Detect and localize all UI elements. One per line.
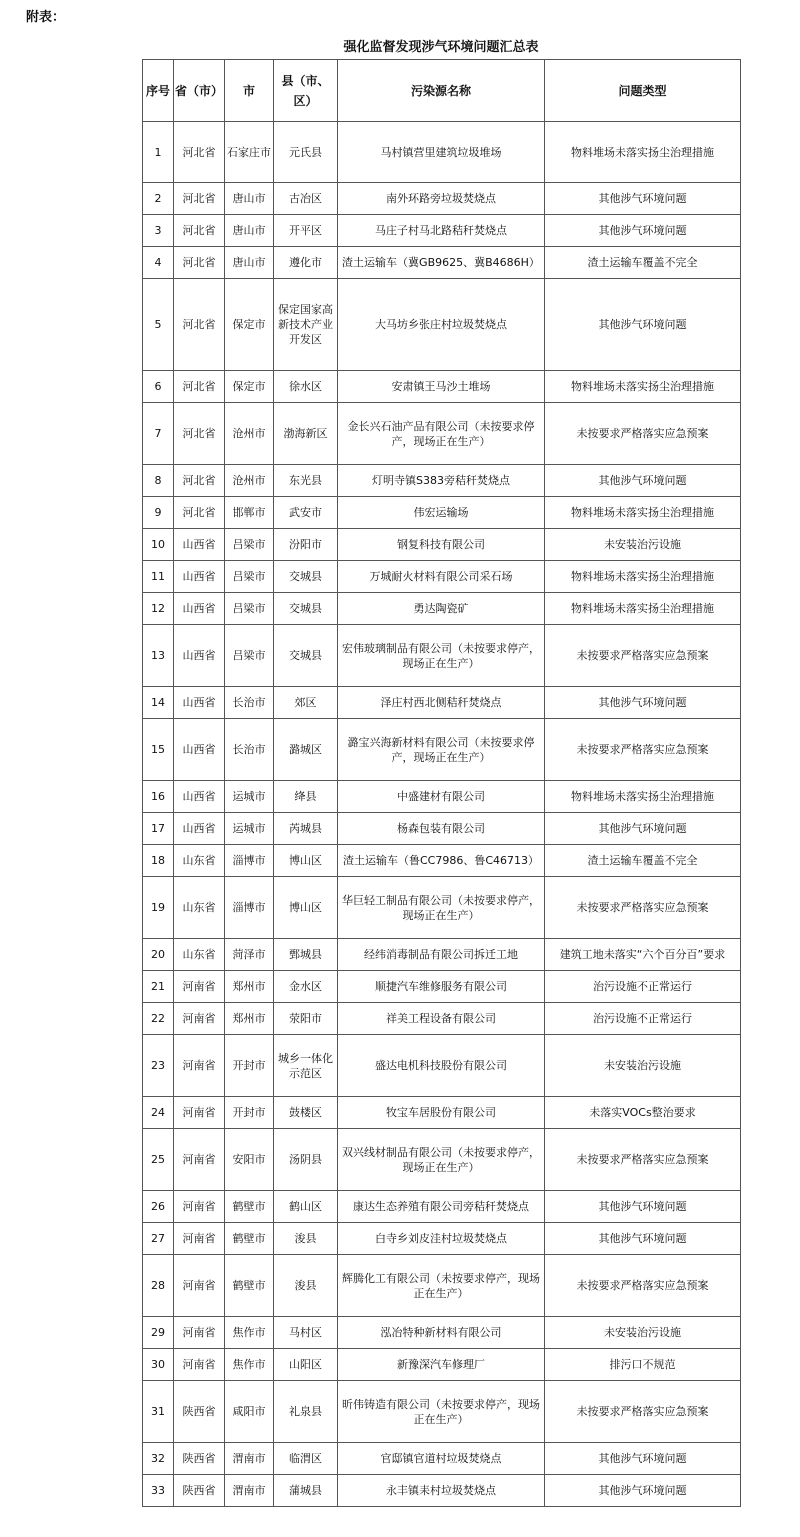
issue-cell: 未安装治污设施 bbox=[545, 529, 741, 561]
province-cell: 河北省 bbox=[174, 497, 225, 529]
issue-cell: 其他涉气环境问题 bbox=[545, 279, 741, 371]
row-no-cell: 18 bbox=[143, 845, 174, 877]
row-no-cell: 14 bbox=[143, 687, 174, 719]
table-row bbox=[143, 279, 741, 371]
row-no-cell: 3 bbox=[143, 215, 174, 247]
row-no-cell: 8 bbox=[143, 465, 174, 497]
source-cell: 渣土运输车（鲁CC7986、鲁C46713） bbox=[338, 845, 545, 877]
county-cell: 元氏县 bbox=[274, 122, 338, 183]
table-title: 强化监督发现涉气环境问题汇总表 bbox=[343, 40, 539, 55]
table-row bbox=[143, 593, 741, 625]
row-no-cell: 20 bbox=[143, 939, 174, 971]
row-no-cell: 32 bbox=[143, 1443, 174, 1475]
issue-cell: 治污设施不正常运行 bbox=[545, 971, 741, 1003]
city-cell: 开封市 bbox=[225, 1097, 274, 1129]
issue-cell: 渣土运输车覆盖不完全 bbox=[545, 247, 741, 279]
city-cell: 咸阳市 bbox=[225, 1381, 274, 1443]
county-cell: 蒲城县 bbox=[274, 1475, 338, 1507]
row-no-cell: 27 bbox=[143, 1223, 174, 1255]
issue-cell: 其他涉气环境问题 bbox=[545, 813, 741, 845]
source-cell: 泓冶特种新材料有限公司 bbox=[338, 1317, 545, 1349]
issue-cell: 未落实VOCs整治要求 bbox=[545, 1097, 741, 1129]
province-cell: 河北省 bbox=[174, 371, 225, 403]
province-cell: 山西省 bbox=[174, 593, 225, 625]
table-row bbox=[143, 813, 741, 845]
province-cell: 河南省 bbox=[174, 1035, 225, 1097]
city-cell: 长治市 bbox=[225, 719, 274, 781]
city-cell: 长治市 bbox=[225, 687, 274, 719]
city-cell: 吕梁市 bbox=[225, 593, 274, 625]
row-no-cell: 11 bbox=[143, 561, 174, 593]
table-row bbox=[143, 1129, 741, 1191]
issue-cell: 未安装治污设施 bbox=[545, 1035, 741, 1097]
city-cell: 运城市 bbox=[225, 781, 274, 813]
city-cell: 淄博市 bbox=[225, 845, 274, 877]
issue-cell: 物料堆场未落实扬尘治理措施 bbox=[545, 497, 741, 529]
county-cell: 鹤山区 bbox=[274, 1191, 338, 1223]
table-row bbox=[143, 1349, 741, 1381]
table-row bbox=[143, 719, 741, 781]
city-cell: 淄博市 bbox=[225, 877, 274, 939]
source-cell: 潞宝兴海新材料有限公司（未按要求停产，现场正在生产） bbox=[338, 719, 545, 781]
source-cell: 昕伟铸造有限公司（未按要求停产，现场正在生产） bbox=[338, 1381, 545, 1443]
table-row bbox=[143, 1475, 741, 1507]
table-row bbox=[143, 971, 741, 1003]
source-cell: 伟宏运输场 bbox=[338, 497, 545, 529]
issue-cell: 物料堆场未落实扬尘治理措施 bbox=[545, 781, 741, 813]
issue-cell: 其他涉气环境问题 bbox=[545, 1475, 741, 1507]
province-cell: 河南省 bbox=[174, 1003, 225, 1035]
source-cell: 经纬消毒制品有限公司拆迁工地 bbox=[338, 939, 545, 971]
province-cell: 河北省 bbox=[174, 122, 225, 183]
city-cell: 沧州市 bbox=[225, 403, 274, 465]
table-row bbox=[143, 625, 741, 687]
row-no-cell: 15 bbox=[143, 719, 174, 781]
source-cell: 金长兴石油产品有限公司（未按要求停产，现场正在生产） bbox=[338, 403, 545, 465]
table-row bbox=[143, 1223, 741, 1255]
source-cell: 安肃镇王马沙土堆场 bbox=[338, 371, 545, 403]
city-cell: 吕梁市 bbox=[225, 561, 274, 593]
county-cell: 汤阴县 bbox=[274, 1129, 338, 1191]
province-cell: 河北省 bbox=[174, 247, 225, 279]
row-no-cell: 7 bbox=[143, 403, 174, 465]
county-cell: 鄄城县 bbox=[274, 939, 338, 971]
province-cell: 山东省 bbox=[174, 939, 225, 971]
source-cell: 官邸镇官道村垃圾焚烧点 bbox=[338, 1443, 545, 1475]
province-cell: 河南省 bbox=[174, 1097, 225, 1129]
source-cell: 华巨轻工制品有限公司（未按要求停产，现场正在生产） bbox=[338, 877, 545, 939]
row-no-cell: 13 bbox=[143, 625, 174, 687]
city-cell: 郑州市 bbox=[225, 1003, 274, 1035]
table-row bbox=[143, 561, 741, 593]
province-cell: 陕西省 bbox=[174, 1381, 225, 1443]
province-cell: 河南省 bbox=[174, 1349, 225, 1381]
source-cell: 中盛建材有限公司 bbox=[338, 781, 545, 813]
county-cell: 汾阳市 bbox=[274, 529, 338, 561]
source-cell: 泽庄村西北侧秸秆焚烧点 bbox=[338, 687, 545, 719]
city-cell: 沧州市 bbox=[225, 465, 274, 497]
header-no: 序号 bbox=[143, 60, 174, 122]
source-cell: 白寺乡刘皮洼村垃圾焚烧点 bbox=[338, 1223, 545, 1255]
source-cell: 渣土运输车（冀GB9625、冀B4686H） bbox=[338, 247, 545, 279]
source-cell: 南外环路旁垃圾焚烧点 bbox=[338, 183, 545, 215]
province-cell: 河北省 bbox=[174, 465, 225, 497]
row-no-cell: 5 bbox=[143, 279, 174, 371]
annex-label: 附表： bbox=[26, 10, 66, 25]
table-row bbox=[143, 687, 741, 719]
source-cell: 灯明寺镇S383旁秸秆焚烧点 bbox=[338, 465, 545, 497]
table-row bbox=[143, 215, 741, 247]
table-row bbox=[143, 247, 741, 279]
city-cell: 吕梁市 bbox=[225, 625, 274, 687]
province-cell: 山西省 bbox=[174, 687, 225, 719]
table-row bbox=[143, 845, 741, 877]
row-no-cell: 21 bbox=[143, 971, 174, 1003]
row-no-cell: 26 bbox=[143, 1191, 174, 1223]
header-county: 县（市、区） bbox=[274, 60, 338, 122]
row-no-cell: 24 bbox=[143, 1097, 174, 1129]
county-cell: 博山区 bbox=[274, 877, 338, 939]
province-cell: 陕西省 bbox=[174, 1475, 225, 1507]
row-no-cell: 6 bbox=[143, 371, 174, 403]
province-cell: 河北省 bbox=[174, 215, 225, 247]
county-cell: 潞城区 bbox=[274, 719, 338, 781]
province-cell: 河北省 bbox=[174, 279, 225, 371]
row-no-cell: 1 bbox=[143, 122, 174, 183]
issue-cell: 其他涉气环境问题 bbox=[545, 1443, 741, 1475]
issue-cell: 其他涉气环境问题 bbox=[545, 687, 741, 719]
city-cell: 唐山市 bbox=[225, 247, 274, 279]
city-cell: 运城市 bbox=[225, 813, 274, 845]
city-cell: 鹤壁市 bbox=[225, 1223, 274, 1255]
table-row bbox=[143, 465, 741, 497]
source-cell: 大马坊乡张庄村垃圾焚烧点 bbox=[338, 279, 545, 371]
province-cell: 河南省 bbox=[174, 1255, 225, 1317]
issue-cell: 物料堆场未落实扬尘治理措施 bbox=[545, 561, 741, 593]
county-cell: 徐水区 bbox=[274, 371, 338, 403]
province-cell: 山西省 bbox=[174, 719, 225, 781]
table-row bbox=[143, 1097, 741, 1129]
table-row bbox=[143, 1443, 741, 1475]
issue-cell: 其他涉气环境问题 bbox=[545, 1191, 741, 1223]
row-no-cell: 2 bbox=[143, 183, 174, 215]
province-cell: 山东省 bbox=[174, 877, 225, 939]
row-no-cell: 29 bbox=[143, 1317, 174, 1349]
issue-cell: 未按要求严格落实应急预案 bbox=[545, 1255, 741, 1317]
city-cell: 菏泽市 bbox=[225, 939, 274, 971]
county-cell: 山阳区 bbox=[274, 1349, 338, 1381]
province-cell: 河南省 bbox=[174, 971, 225, 1003]
table-row bbox=[143, 1035, 741, 1097]
city-cell: 吕梁市 bbox=[225, 529, 274, 561]
province-cell: 山西省 bbox=[174, 529, 225, 561]
county-cell: 绛县 bbox=[274, 781, 338, 813]
issue-cell: 其他涉气环境问题 bbox=[545, 183, 741, 215]
header-source: 污染源名称 bbox=[338, 60, 545, 122]
issue-cell: 渣土运输车覆盖不完全 bbox=[545, 845, 741, 877]
province-cell: 山东省 bbox=[174, 845, 225, 877]
source-cell: 万城耐火材料有限公司采石场 bbox=[338, 561, 545, 593]
source-cell: 永丰镇耒村垃圾焚烧点 bbox=[338, 1475, 545, 1507]
issue-cell: 未按要求严格落实应急预案 bbox=[545, 1129, 741, 1191]
source-cell: 康达生态养殖有限公司旁秸秆焚烧点 bbox=[338, 1191, 545, 1223]
county-cell: 保定国家高新技术产业开发区 bbox=[274, 279, 338, 371]
source-cell: 马村镇营里建筑垃圾堆场 bbox=[338, 122, 545, 183]
source-cell: 勇达陶瓷矿 bbox=[338, 593, 545, 625]
province-cell: 河南省 bbox=[174, 1223, 225, 1255]
issue-cell: 其他涉气环境问题 bbox=[545, 1223, 741, 1255]
county-cell: 渤海新区 bbox=[274, 403, 338, 465]
row-no-cell: 4 bbox=[143, 247, 174, 279]
table-row bbox=[143, 403, 741, 465]
table-row bbox=[143, 1381, 741, 1443]
province-cell: 山西省 bbox=[174, 625, 225, 687]
province-cell: 河南省 bbox=[174, 1317, 225, 1349]
issue-cell: 排污口不规范 bbox=[545, 1349, 741, 1381]
source-cell: 双兴线材制品有限公司（未按要求停产，现场正在生产） bbox=[338, 1129, 545, 1191]
header-city: 市 bbox=[225, 60, 274, 122]
city-cell: 唐山市 bbox=[225, 215, 274, 247]
province-cell: 河北省 bbox=[174, 403, 225, 465]
issue-cell: 物料堆场未落实扬尘治理措施 bbox=[545, 371, 741, 403]
source-cell: 祥美工程设备有限公司 bbox=[338, 1003, 545, 1035]
city-cell: 石家庄市 bbox=[225, 122, 274, 183]
table-row bbox=[143, 781, 741, 813]
city-cell: 保定市 bbox=[225, 279, 274, 371]
county-cell: 浚县 bbox=[274, 1255, 338, 1317]
province-cell: 山西省 bbox=[174, 561, 225, 593]
city-cell: 渭南市 bbox=[225, 1443, 274, 1475]
table-row bbox=[143, 1317, 741, 1349]
province-cell: 山西省 bbox=[174, 781, 225, 813]
city-cell: 安阳市 bbox=[225, 1129, 274, 1191]
source-cell: 钢复科技有限公司 bbox=[338, 529, 545, 561]
county-cell: 遵化市 bbox=[274, 247, 338, 279]
row-no-cell: 30 bbox=[143, 1349, 174, 1381]
table-row bbox=[143, 939, 741, 971]
city-cell: 开封市 bbox=[225, 1035, 274, 1097]
row-no-cell: 17 bbox=[143, 813, 174, 845]
header-province: 省（市） bbox=[174, 60, 225, 122]
county-cell: 古冶区 bbox=[274, 183, 338, 215]
city-cell: 郑州市 bbox=[225, 971, 274, 1003]
source-cell: 盛达电机科技股份有限公司 bbox=[338, 1035, 545, 1097]
row-no-cell: 31 bbox=[143, 1381, 174, 1443]
city-cell: 鹤壁市 bbox=[225, 1191, 274, 1223]
city-cell: 焦作市 bbox=[225, 1349, 274, 1381]
issue-cell: 未按要求严格落实应急预案 bbox=[545, 1381, 741, 1443]
source-cell: 新豫深汽车修理厂 bbox=[338, 1349, 545, 1381]
row-no-cell: 33 bbox=[143, 1475, 174, 1507]
issue-cell: 治污设施不正常运行 bbox=[545, 1003, 741, 1035]
city-cell: 保定市 bbox=[225, 371, 274, 403]
issue-cell: 建筑工地未落实“六个百分百”要求 bbox=[545, 939, 741, 971]
county-cell: 交城县 bbox=[274, 561, 338, 593]
issue-cell: 未安装治污设施 bbox=[545, 1317, 741, 1349]
province-cell: 河南省 bbox=[174, 1129, 225, 1191]
county-cell: 芮城县 bbox=[274, 813, 338, 845]
table-body bbox=[143, 122, 741, 1507]
source-cell: 杨森包装有限公司 bbox=[338, 813, 545, 845]
summary-table bbox=[142, 59, 741, 1507]
issue-cell: 未按要求严格落实应急预案 bbox=[545, 877, 741, 939]
row-no-cell: 25 bbox=[143, 1129, 174, 1191]
county-cell: 城乡一体化示范区 bbox=[274, 1035, 338, 1097]
province-cell: 河南省 bbox=[174, 1191, 225, 1223]
county-cell: 荥阳市 bbox=[274, 1003, 338, 1035]
issue-cell: 未按要求严格落实应急预案 bbox=[545, 719, 741, 781]
row-no-cell: 9 bbox=[143, 497, 174, 529]
table-row bbox=[143, 371, 741, 403]
row-no-cell: 16 bbox=[143, 781, 174, 813]
source-cell: 宏伟玻璃制品有限公司（未按要求停产，现场正在生产） bbox=[338, 625, 545, 687]
issue-cell: 物料堆场未落实扬尘治理措施 bbox=[545, 122, 741, 183]
table-row bbox=[143, 183, 741, 215]
row-no-cell: 19 bbox=[143, 877, 174, 939]
city-cell: 渭南市 bbox=[225, 1475, 274, 1507]
city-cell: 鹤壁市 bbox=[225, 1255, 274, 1317]
county-cell: 马村区 bbox=[274, 1317, 338, 1349]
county-cell: 郊区 bbox=[274, 687, 338, 719]
header-issue: 问题类型 bbox=[545, 60, 741, 122]
table-row bbox=[143, 877, 741, 939]
county-cell: 开平区 bbox=[274, 215, 338, 247]
header-row bbox=[143, 60, 741, 122]
county-cell: 金水区 bbox=[274, 971, 338, 1003]
source-cell: 辉腾化工有限公司（未按要求停产，现场正在生产） bbox=[338, 1255, 545, 1317]
city-cell: 焦作市 bbox=[225, 1317, 274, 1349]
row-no-cell: 28 bbox=[143, 1255, 174, 1317]
county-cell: 交城县 bbox=[274, 625, 338, 687]
issue-cell: 其他涉气环境问题 bbox=[545, 215, 741, 247]
province-cell: 陕西省 bbox=[174, 1443, 225, 1475]
county-cell: 东光县 bbox=[274, 465, 338, 497]
table-row bbox=[143, 1255, 741, 1317]
province-cell: 山西省 bbox=[174, 813, 225, 845]
source-cell: 顺捷汽车维修服务有限公司 bbox=[338, 971, 545, 1003]
source-cell: 牧宝车居股份有限公司 bbox=[338, 1097, 545, 1129]
county-cell: 浚县 bbox=[274, 1223, 338, 1255]
table-row bbox=[143, 1191, 741, 1223]
county-cell: 武安市 bbox=[274, 497, 338, 529]
issue-cell: 其他涉气环境问题 bbox=[545, 465, 741, 497]
county-cell: 礼泉县 bbox=[274, 1381, 338, 1443]
row-no-cell: 12 bbox=[143, 593, 174, 625]
issue-cell: 未按要求严格落实应急预案 bbox=[545, 403, 741, 465]
city-cell: 邯郸市 bbox=[225, 497, 274, 529]
row-no-cell: 22 bbox=[143, 1003, 174, 1035]
row-no-cell: 10 bbox=[143, 529, 174, 561]
issue-cell: 未按要求严格落实应急预案 bbox=[545, 625, 741, 687]
table-row bbox=[143, 497, 741, 529]
county-cell: 博山区 bbox=[274, 845, 338, 877]
county-cell: 交城县 bbox=[274, 593, 338, 625]
row-no-cell: 23 bbox=[143, 1035, 174, 1097]
issue-cell: 物料堆场未落实扬尘治理措施 bbox=[545, 593, 741, 625]
table-row bbox=[143, 1003, 741, 1035]
source-cell: 马庄子村马北路秸秆焚烧点 bbox=[338, 215, 545, 247]
table-row bbox=[143, 529, 741, 561]
county-cell: 临渭区 bbox=[274, 1443, 338, 1475]
city-cell: 唐山市 bbox=[225, 183, 274, 215]
table-row bbox=[143, 122, 741, 183]
province-cell: 河北省 bbox=[174, 183, 225, 215]
county-cell: 鼓楼区 bbox=[274, 1097, 338, 1129]
